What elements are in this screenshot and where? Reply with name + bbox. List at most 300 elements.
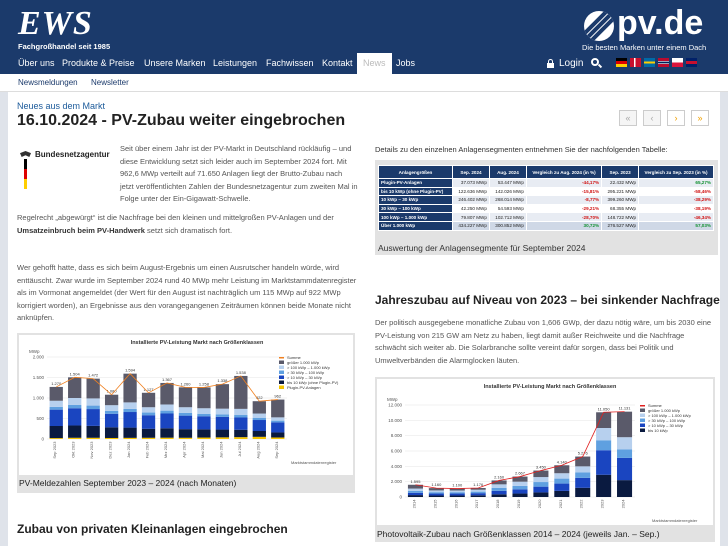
- bar-segment: [450, 495, 465, 497]
- legend-swatch: [640, 424, 645, 428]
- y-tick-label: 4.000: [390, 463, 402, 469]
- bar-segment: [575, 457, 590, 467]
- chart-yearly-frame[interactable]: [377, 379, 713, 525]
- bar-segment: [87, 398, 100, 405]
- bar-segment: [160, 411, 173, 414]
- bar-segment: [512, 486, 527, 489]
- bar-segment: [160, 404, 173, 410]
- x-tick-label: Jul 2024: [236, 441, 242, 457]
- table-intro: Details zu den einzelnen Anlagensegmenten entnehmen Sie der nachfolgenden Tabelle:: [375, 145, 668, 154]
- bar-segment: [50, 410, 63, 426]
- data-label: 1.594: [125, 367, 136, 373]
- table-cell: 295.221 MWp: [602, 187, 639, 196]
- bar-segment: [533, 477, 548, 482]
- bar-segment: [596, 475, 611, 497]
- site-header: [0, 0, 728, 74]
- legend-swatch: [640, 405, 645, 407]
- table-header: Aug. 2024: [489, 166, 526, 179]
- bar-segment: [575, 478, 590, 488]
- legend-label: Summe: [287, 355, 301, 360]
- table-row: [379, 213, 714, 222]
- legend-swatch: [640, 409, 645, 413]
- data-label: 4.140: [556, 459, 567, 465]
- bar-segment: [105, 438, 118, 439]
- y-tick-label: 500: [36, 416, 44, 421]
- table-cell: 276.527 MWp: [602, 221, 639, 230]
- table-header: Sep. 2023: [602, 166, 639, 179]
- page-title: 16.10.2024 - PV-Zubau weiter eingebrochen: [17, 112, 346, 129]
- table-header-row: [379, 166, 714, 179]
- chart-title: Installierte PV-Leistung Markt nach Größenklassen: [130, 340, 264, 346]
- bar-segment: [575, 466, 590, 472]
- bar-segment: [429, 494, 444, 496]
- bar-segment: [142, 415, 155, 429]
- legend-label: > 100 kWp – 1.000 kWp: [648, 412, 691, 418]
- legend-swatch: [279, 361, 284, 365]
- x-tick-label: 2020: [536, 499, 542, 509]
- data-label: 1.472: [88, 372, 99, 378]
- bar-segment: [142, 438, 155, 439]
- bar-segment: [234, 417, 247, 429]
- bar-segment: [533, 482, 548, 487]
- pager-next-button[interactable]: ›: [667, 110, 685, 126]
- bar-segment: [253, 418, 266, 420]
- bar-segment: [253, 401, 266, 413]
- bar-segment: [253, 431, 266, 437]
- bar-segment: [50, 438, 63, 439]
- x-tick-label: 2016: [453, 499, 459, 509]
- x-tick-label: Nov 2023: [89, 441, 95, 459]
- bar-segment: [429, 495, 444, 497]
- bar-segment: [68, 377, 81, 398]
- table-cell: 300.852 MWp: [489, 221, 526, 230]
- bar-segment: [471, 490, 486, 492]
- sweden-flag-icon[interactable]: [644, 58, 655, 67]
- article-kicker[interactable]: Neues aus dem Markt: [17, 101, 106, 111]
- nav-item-leistungen[interactable]: Leistungen: [213, 58, 258, 68]
- x-tick-label: Sep 2023: [52, 441, 58, 459]
- bar-segment: [596, 450, 611, 475]
- bar-segment: [68, 408, 81, 425]
- bar-segment: [554, 484, 569, 491]
- ews-tagline: Fachgroßhandel seit 1985: [18, 42, 111, 51]
- data-label: 1.127: [143, 386, 154, 392]
- pv-logo-icon[interactable]: [584, 11, 614, 41]
- bar-segment: [429, 492, 444, 493]
- chart-yearly: [377, 379, 713, 525]
- table-header: Anlagengrößen: [379, 166, 453, 179]
- bar-segment: [160, 413, 173, 428]
- legend-swatch: [640, 419, 645, 423]
- bar-segment: [271, 432, 284, 437]
- x-tick-label: 2017: [474, 499, 480, 509]
- subnav-newsletter[interactable]: Newsletter: [91, 78, 129, 87]
- bar-segment: [271, 400, 284, 418]
- bar-segment: [271, 437, 284, 439]
- bar-segment: [68, 405, 81, 408]
- bar-segment: [575, 472, 590, 477]
- bar-segment: [408, 489, 423, 491]
- y-tick-label: 10.000: [388, 417, 402, 423]
- bar-segment: [87, 406, 100, 409]
- bar-segment: [68, 425, 81, 437]
- data-label: 1.160: [431, 482, 442, 488]
- table-cell: 246.402 MWp: [453, 196, 490, 205]
- intro-paragraph: Seit über einem Jahr ist der PV-Markt in Deutschland rückläufig – und diese Entwicklung setzt sich leider auch im September 2024 fort. Mit 962,6 MWp verteilt auf 71.650 Anlagen liegt der Brutto-Zubau nach jetzt veröffentlichten Zahlen der Bundesnetzagentur zum zweiten Mal in Folge unter der Ein-Gigawatt-Schwelle.: [120, 144, 358, 203]
- nav-item-produkte-preise[interactable]: Produkte & Preise: [62, 58, 135, 68]
- search-icon[interactable]: [591, 58, 601, 68]
- table-cell: 65,27%: [639, 179, 714, 188]
- y-tick-label: 12.000: [388, 402, 402, 408]
- bar-segment: [105, 395, 118, 405]
- bar-segment: [533, 487, 548, 493]
- table-row: [379, 196, 714, 205]
- bar-segment: [492, 491, 507, 494]
- bar-segment: [271, 421, 284, 423]
- x-tick-label: 2014: [411, 499, 417, 509]
- bar-segment: [617, 449, 632, 457]
- bar-segment: [68, 438, 81, 439]
- norway-flag-icon[interactable]: [658, 58, 669, 67]
- table-cell: 30 kWp – 100 kWp: [379, 204, 453, 213]
- bar-segment: [197, 414, 210, 416]
- bar-segment: [512, 494, 527, 497]
- table-cell: 268.014 MWp: [489, 196, 526, 205]
- bar-segment: [123, 412, 136, 428]
- article-content: [8, 92, 720, 546]
- bar-segment: [253, 414, 266, 418]
- x-tick-label: Mrz 2024: [163, 441, 168, 459]
- x-tick-label: Dez 2023: [107, 441, 113, 459]
- table-row: [379, 187, 714, 196]
- bar-segment: [197, 408, 210, 414]
- table-cell: -29,21%: [526, 204, 601, 213]
- chart-monthly-frame[interactable]: [19, 335, 353, 475]
- bar-segment: [471, 492, 486, 494]
- sub-nav: [0, 74, 728, 92]
- bar-segment: [533, 471, 548, 478]
- bar-segment: [123, 402, 136, 409]
- bar-segment: [617, 480, 632, 497]
- bar-segment: [471, 495, 486, 497]
- pv-tagline: Die besten Marken unter einem Dach: [582, 43, 707, 52]
- table-cell: -38,29%: [639, 196, 714, 205]
- bar-segment: [450, 494, 465, 496]
- bar-segment: [197, 438, 210, 439]
- bar-segment: [179, 429, 192, 438]
- bar-segment: [216, 437, 229, 439]
- bar-segment: [492, 494, 507, 497]
- data-label: 1.176: [473, 481, 484, 487]
- table-cell: 57,03%: [639, 221, 714, 230]
- x-tick-label: 2021: [557, 499, 563, 509]
- figure-monthly-caption: PV-Meldezahlen September 2023 – 2024 (nach Monaten): [19, 478, 237, 488]
- table-cell: 10 kWp – 30 kWp: [379, 196, 453, 205]
- data-label: 1.338: [217, 378, 228, 384]
- bar-segment: [234, 437, 247, 439]
- pv-logo-text[interactable]: pv.de: [617, 4, 704, 42]
- intro-paragraph-2: Regelrecht „abgewürgt“ ist die Nachfrage bei den kleinen und mittelgroßen PV-Anlagen und der Umsatzeinbruch beim PV-Handwerk setzt sich dramatisch fort.: [17, 213, 334, 235]
- x-tick-label: Sep 2024: [273, 441, 279, 459]
- table-cell: 30,72%: [526, 221, 601, 230]
- section-heading-kleinanlagen: Zubau von privaten Kleinanlagen eingebrochen: [17, 522, 288, 536]
- bar-segment: [160, 383, 173, 405]
- legend-swatch: [279, 366, 284, 370]
- table-cell: 79.807 MWp: [453, 213, 490, 222]
- data-label: 1.258: [198, 381, 209, 387]
- data-label: 1.100: [452, 482, 463, 488]
- legend-label: > 10 kWp – 30 kWp: [648, 422, 684, 428]
- bar-segment: [160, 428, 173, 437]
- bar-segment: [492, 488, 507, 491]
- legend-swatch: [279, 357, 284, 359]
- bar-segment: [142, 429, 155, 438]
- legend-label: Plugin-PV-Anlagen: [287, 384, 321, 390]
- table-cell: 102.712 MWp: [489, 213, 526, 222]
- chart-monthly: [19, 335, 353, 475]
- data-label: 1.080: [106, 388, 117, 394]
- pager-prev-button[interactable]: ‹: [643, 110, 661, 126]
- bar-segment: [50, 387, 63, 401]
- bar-segment: [617, 437, 632, 449]
- table-caption: Auswertung der Anlagensegmente für September 2024: [378, 243, 586, 253]
- pager-first-button[interactable]: «: [619, 110, 637, 126]
- table-cell: -44,17%: [526, 179, 601, 188]
- y-axis-label: MWp: [29, 349, 40, 354]
- table-cell: 37.073 MWp: [453, 179, 490, 188]
- table-cell: -15,81%: [526, 187, 601, 196]
- paragraph-2: Wer gehofft hatte, dass es sich beim August-Ergebnis um einen Ausrutscher handeln würde, wird enttäuscht. Zwar wurde im September 2024 rund 40 MWp mehr Leistung im Marktstammdatenregister als im Vormonat angemeldet (der Wert für den August ist nachträglich um 115 MWp auf 922 MWp korrigiert worden), an Ergebnisse aus den vorangegangenen Zeiträumen können beide Monate nicht anknüpfen.: [17, 263, 357, 322]
- bundesnetzagentur-logo: [20, 147, 120, 191]
- bar-segment: [216, 417, 229, 430]
- data-label: 1.260: [180, 381, 191, 387]
- figure-yearly: [375, 377, 715, 542]
- table-cell: -28,70%: [526, 213, 601, 222]
- table-cell: -38,19%: [639, 204, 714, 213]
- x-tick-label: Okt 2023: [70, 441, 76, 458]
- legend-label: > 30 kWp – 100 kWp: [287, 369, 325, 375]
- legend-swatch: [640, 429, 645, 433]
- bar-segment: [87, 409, 100, 426]
- x-tick-label: Mai 2024: [199, 441, 205, 458]
- bar-segment: [617, 412, 632, 438]
- bar-segment: [105, 427, 118, 438]
- table-cell: 54.593 MWp: [489, 204, 526, 213]
- x-tick-label: 2018: [495, 499, 501, 509]
- bar-segment: [216, 384, 229, 409]
- bar-segment: [50, 407, 63, 410]
- table-row: [379, 204, 714, 213]
- nav-item-fachwissen[interactable]: Fachwissen: [266, 58, 314, 68]
- lock-icon: [547, 59, 554, 68]
- bar-segment: [512, 489, 527, 493]
- bar-segment: [197, 387, 210, 408]
- bar-segment: [554, 479, 569, 484]
- x-tick-label: Apr 2024: [181, 441, 187, 458]
- legend-label: bis 10 kWp: [648, 427, 668, 433]
- x-tick-label: Feb 2024: [144, 441, 150, 459]
- legend-label: bis 10 kWp (ohne Plugin-PV): [287, 379, 339, 385]
- figure-monthly: [17, 333, 355, 493]
- bar-segment: [271, 417, 284, 420]
- table-header: Sep. 2024: [453, 166, 490, 179]
- bar-segment: [87, 438, 100, 439]
- y-tick-label: 8.000: [390, 433, 402, 439]
- bar-segment: [450, 490, 465, 492]
- bar-segment: [554, 473, 569, 478]
- x-tick-label: 2019: [516, 499, 521, 509]
- y-tick-label: 2.000: [390, 479, 402, 485]
- table-cell: -8,77%: [526, 196, 601, 205]
- denmark-flag-icon[interactable]: [630, 58, 641, 67]
- table-cell: -46,34%: [639, 213, 714, 222]
- bar-segment: [50, 401, 63, 407]
- bar-segment: [179, 416, 192, 430]
- bar-segment: [216, 409, 229, 415]
- table-cell: 68.355 MWp: [602, 204, 639, 213]
- table-cell: 53.447 MWp: [489, 179, 526, 188]
- chart-source: Marktstammdatenregister: [291, 460, 337, 465]
- bar-segment: [197, 429, 210, 437]
- chart-title: Installierte PV-Leistung Markt nach Größenklassen: [483, 384, 617, 390]
- bar-segment: [408, 491, 423, 493]
- data-label: 922: [255, 395, 263, 401]
- intro-bold-text: Umsatzeinbruch beim PV-Handwerk: [17, 225, 145, 235]
- paragraph-3: Der politisch ausgegebene monatliche Zubau von 1,606 GWp, der dazu nötig wäre, um bis 2030 eine PV-Leistung von 215 GW am Netz zu haben, liegt damit außer Reichweite und die Nachfrage schwächt sich weiter ab. Die Solarbranche sollte vereint dafür sorgen, dass bei Politik und Umweltverbänden die Alarmglocken läuten.: [375, 318, 712, 365]
- data-label: 11.050: [597, 406, 610, 412]
- data-label: 2.667: [514, 470, 526, 476]
- table-row: [379, 179, 714, 188]
- bar-segment: [87, 379, 100, 399]
- bar-segment: [234, 409, 247, 415]
- bar-segment: [575, 488, 590, 497]
- data-label: 11.131: [618, 405, 631, 411]
- table-row: [379, 221, 714, 230]
- uk-flag-icon[interactable]: [686, 58, 697, 67]
- y-axis-label: MWp: [387, 397, 398, 402]
- poland-flag-icon[interactable]: [672, 58, 683, 67]
- table-cell: 148.722 MWp: [602, 213, 639, 222]
- table-cell: Über 1.000 kWp: [379, 221, 453, 230]
- y-tick-label: 1.000: [32, 395, 44, 401]
- x-tick-label: 2024: [620, 499, 626, 509]
- y-tick-label: 2.000: [32, 354, 44, 360]
- legend-label: > 100 kWp – 1.000 kWp: [287, 364, 330, 370]
- section-heading-jahreszubau: Jahreszubau auf Niveau von 2023 – bei sinkender Nachfrage: [375, 293, 720, 307]
- x-tick-label: 2022: [578, 499, 584, 509]
- legend-swatch: [640, 414, 645, 418]
- x-tick-label: 2023: [599, 499, 605, 509]
- data-label: 1.538: [235, 369, 246, 375]
- bar-segment: [179, 438, 192, 439]
- table-cell: 122.636 MWp: [453, 187, 490, 196]
- data-label: 1.270: [51, 380, 62, 386]
- data-label: 5.276: [577, 450, 588, 456]
- bar-segment: [142, 407, 155, 412]
- y-tick-label: 0: [399, 494, 402, 500]
- bar-segment: [123, 428, 136, 438]
- login-link[interactable]: Login: [559, 58, 584, 69]
- bar-segment: [160, 438, 173, 439]
- nav-item-ueber-uns[interactable]: Über uns: [18, 58, 55, 68]
- germany-flag-icon[interactable]: [616, 58, 627, 67]
- table-cell: 142.026 MWp: [489, 187, 526, 196]
- table-header: Vergleich zu Sep. 2023 (in %): [639, 166, 714, 179]
- bar-segment: [234, 376, 247, 409]
- bar-segment: [533, 492, 548, 497]
- x-tick-label: 2015: [432, 499, 438, 509]
- bar-segment: [471, 493, 486, 495]
- bar-segment: [68, 398, 81, 405]
- bar-segment: [271, 422, 284, 432]
- legend-swatch: [279, 381, 284, 385]
- bar-segment: [234, 430, 247, 437]
- data-label: 1.367: [161, 376, 173, 382]
- data-label: 1.595: [410, 478, 421, 484]
- bar-segment: [596, 428, 611, 440]
- data-label: 962: [274, 393, 282, 399]
- nav-item-news[interactable]: News: [357, 53, 392, 74]
- bar-segment: [216, 414, 229, 416]
- table-cell: bis 10 kWp (ohne Plugin-PV): [379, 187, 453, 196]
- x-tick-label: Jun 2024: [218, 441, 224, 458]
- legend-label: größer 1.000 kWp: [648, 407, 681, 413]
- bar-segment: [216, 430, 229, 438]
- bar-segment: [554, 491, 569, 497]
- bar-segment: [617, 458, 632, 480]
- legend-label: > 10 kWp – 30 kWp: [287, 374, 323, 380]
- bar-segment: [179, 407, 192, 413]
- bar-segment: [105, 414, 118, 428]
- legend-label: Summe: [648, 403, 662, 408]
- bar-segment: [596, 412, 611, 428]
- data-label: 1.504: [69, 371, 80, 377]
- x-tick-label: Jan 2024: [126, 441, 132, 458]
- ews-logo[interactable]: EWS: [18, 5, 93, 42]
- bar-segment: [87, 426, 100, 438]
- bar-segment: [179, 387, 192, 407]
- pager-last-button[interactable]: »: [691, 110, 709, 126]
- subnav-newsmeldungen[interactable]: Newsmeldungen: [18, 78, 78, 87]
- eagle-icon: [20, 151, 31, 157]
- data-label: 2.160: [494, 474, 505, 480]
- table-cell: -58,46%: [639, 187, 714, 196]
- bar-segment: [50, 426, 63, 438]
- bar-segment: [429, 490, 444, 492]
- bar-segment: [408, 493, 423, 495]
- bar-segment: [142, 413, 155, 416]
- bar-segment: [197, 416, 210, 429]
- nav-item-jobs[interactable]: Jobs: [396, 58, 416, 68]
- legend-label: > 30 kWp – 100 kWp: [648, 417, 686, 423]
- legend-swatch: [279, 371, 284, 375]
- bar-segment: [179, 413, 192, 416]
- figure-yearly-caption: Photovoltaik-Zubau nach Größenklassen 2014 – 2024 (jeweils Jan. – Sep.): [377, 529, 660, 539]
- table-cell: 399.260 MWp: [602, 196, 639, 205]
- nav-item-unsere-marken[interactable]: Unsere Marken: [144, 58, 206, 68]
- bar-segment: [512, 482, 527, 486]
- segment-table: [378, 165, 714, 231]
- bar-segment: [234, 415, 247, 417]
- bar-segment: [105, 405, 118, 411]
- y-tick-label: 6.000: [390, 448, 402, 454]
- bar-segment: [123, 438, 136, 439]
- bar-segment: [408, 495, 423, 497]
- bar-segment: [492, 484, 507, 487]
- nav-item-kontakt[interactable]: Kontakt: [322, 58, 353, 68]
- bar-segment: [142, 393, 155, 407]
- data-label: 3.450: [535, 464, 546, 470]
